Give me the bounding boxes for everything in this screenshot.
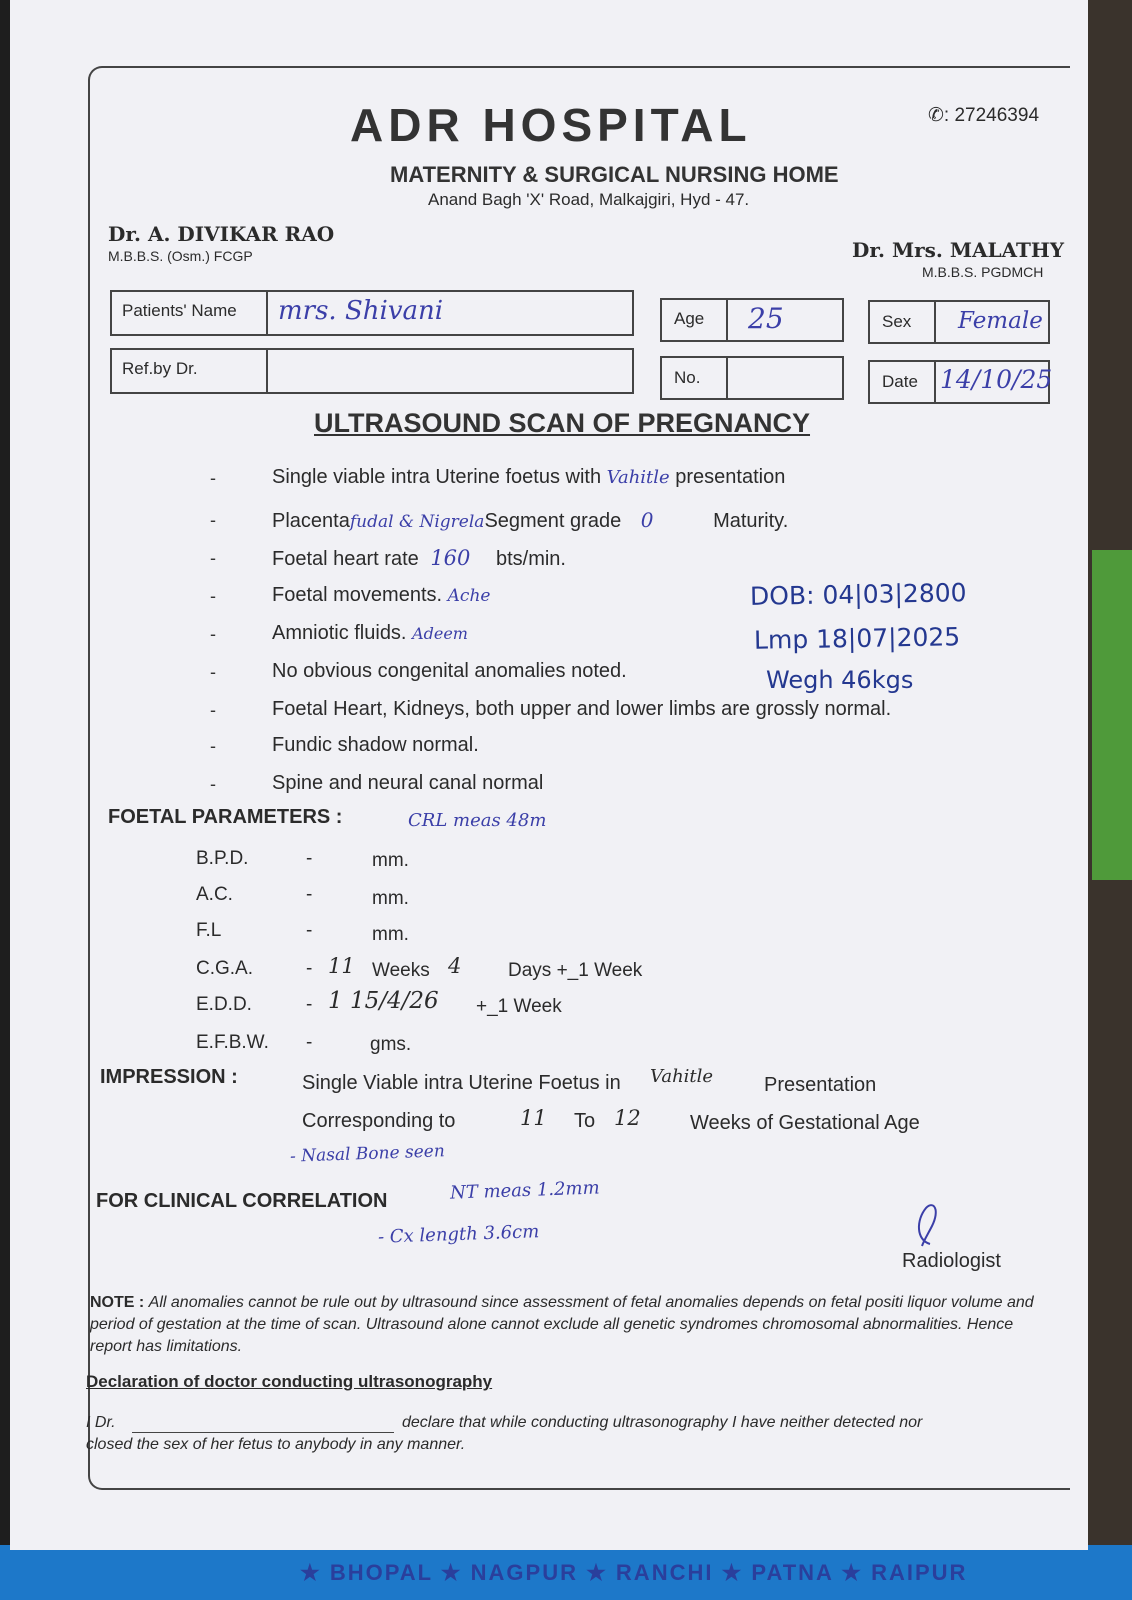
doctor-right-name: Dr. Mrs. MALATHY — [852, 238, 1065, 262]
param-value2: 4 — [448, 954, 462, 978]
finding-presentation — [272, 466, 785, 489]
note-bold: NOTE : — [90, 1294, 149, 1311]
radiologist-signature — [910, 1200, 950, 1250]
finding-fundic: Fundic shadow normal. — [272, 734, 479, 756]
hospital-address: Anand Bagh 'X' Road, Malkajgiri, Hyd - 47. — [428, 190, 750, 209]
finding-hand: 160 — [430, 546, 471, 570]
param-label: B.P.D. — [196, 848, 249, 869]
param-dash: - — [306, 1032, 313, 1053]
param-unit: mm. — [372, 850, 409, 871]
note-weight: Wegh 46kgs — [766, 666, 914, 694]
declaration-text: declare that while conducting ultrasonography I have neither detected nor — [402, 1414, 923, 1431]
clinical-note-cx: - Cx length 3.6cm — [377, 1221, 540, 1248]
finding-hand: fudal & Nigrela — [349, 512, 485, 532]
foetal-parameters-heading: FOETAL PARAMETERS : — [108, 806, 343, 828]
patient-name-label: Patients' Name — [122, 301, 237, 320]
finding-hand: Vahitle — [606, 467, 670, 488]
param-dash: - — [306, 958, 313, 979]
footer-cities: ★ BHOPAL ★ NAGPUR ★ RANCHI ★ PATNA ★ RAIPUR — [300, 1560, 968, 1585]
param-unit2: Days +_1 Week — [508, 960, 643, 981]
doctor-right-qual: M.B.B.S. PGDMCH — [922, 264, 1044, 280]
age-label: Age — [674, 309, 705, 328]
declaration-text2: closed the sex of her fetus to anybody in any manner. — [86, 1436, 466, 1453]
number-label: No. — [674, 368, 701, 387]
finding-text: Single viable intra Uterine foetus with — [272, 466, 602, 488]
sex-label: Sex — [882, 312, 912, 331]
clinical-note-nt: NT meas 1.2mm — [449, 1177, 600, 1204]
patient-name-value: mrs. Shivani — [278, 296, 444, 326]
param-unit: +_1 Week — [476, 996, 562, 1017]
clinical-label: FOR CLINICAL CORRELATION — [96, 1190, 388, 1212]
finding-text3: Maturity. — [713, 510, 789, 532]
param-label: E.D.D. — [196, 994, 252, 1015]
finding-spine: Spine and neural canal normal — [272, 772, 544, 794]
param-label: A.C. — [196, 884, 233, 905]
impression-hand-note: - Nasal Bone seen — [289, 1141, 446, 1167]
finding-placenta — [272, 508, 788, 533]
finding-dash: - — [210, 774, 216, 794]
declaration-prefix: I Dr. — [86, 1414, 116, 1431]
param-unit: mm. — [372, 888, 409, 909]
date-box[interactable] — [868, 360, 1053, 404]
declaration-heading: Declaration of doctor conducting ultrasonography — [86, 1372, 493, 1391]
ref-box[interactable] — [110, 348, 634, 394]
param-dash: - — [306, 994, 313, 1015]
param-label: E.F.B.W. — [196, 1032, 269, 1053]
age-value: 25 — [748, 302, 784, 335]
finding-text2: presentation — [675, 466, 786, 488]
report-sheet — [10, 0, 1088, 1550]
finding-hand: Ache — [447, 586, 491, 606]
finding-organs: Foetal Heart, Kidneys, both upper and lower limbs are grossly normal. — [272, 698, 892, 720]
param-value: 11 — [328, 954, 355, 978]
finding-amniotic — [272, 622, 468, 645]
param-dash: - — [306, 920, 313, 941]
param-unit: mm. — [372, 924, 409, 945]
finding-text: Foetal movements. — [272, 584, 443, 606]
note-lmp: Lmp 18|07|2025 — [753, 622, 961, 655]
radiologist-label: Radiologist — [902, 1250, 1001, 1272]
hospital-subtitle: MATERNITY & SURGICAL NURSING HOME — [390, 162, 839, 187]
finding-text: Placenta — [272, 510, 350, 532]
finding-text2: bts/min. — [495, 548, 566, 570]
patient-name-box[interactable] — [110, 290, 634, 336]
finding-movements — [272, 584, 490, 607]
finding-dash: - — [210, 510, 216, 530]
impression-label: IMPRESSION : — [100, 1066, 238, 1088]
note-dob: DOB: 04|03|2800 — [749, 578, 967, 611]
age-box[interactable] — [660, 298, 844, 342]
finding-dash: - — [210, 662, 216, 682]
finding-hand: Adeem — [412, 624, 468, 643]
report-title: ULTRASOUND SCAN OF PREGNANCY — [314, 408, 811, 438]
doctor-left-name: Dr. A. DIVIKAR RAO — [108, 222, 335, 246]
finding-dash: - — [210, 586, 216, 606]
param-label: C.G.A. — [196, 958, 254, 979]
hospital-phone: ✆: 27246394 — [928, 105, 1040, 126]
finding-dash: - — [210, 468, 216, 488]
impression-line1-b: Presentation — [764, 1074, 877, 1096]
impression-line1-hand: Vahitle — [650, 1066, 714, 1087]
impression-line1-a: Single Viable intra Uterine Foetus in — [302, 1072, 621, 1094]
declaration-doctor-blank[interactable] — [132, 1432, 394, 1433]
param-dash: - — [306, 848, 313, 869]
number-box[interactable] — [660, 356, 844, 400]
finding-dash: - — [210, 624, 216, 644]
date-value: 14/10/25 — [940, 365, 1053, 394]
ref-label: Ref.by Dr. — [122, 359, 198, 378]
date-label: Date — [882, 372, 918, 391]
background-green-card — [1092, 550, 1132, 880]
finding-hand2: 0 — [640, 508, 654, 532]
param-value: 1 15/4/26 — [328, 988, 439, 1014]
impression-line2-a: Corresponding to — [302, 1110, 456, 1132]
finding-text2: Segment grade — [484, 510, 622, 532]
param-unit: Weeks — [372, 960, 430, 981]
finding-text: Amniotic fluids. — [272, 622, 407, 644]
impression-line2-h2: 12 — [614, 1106, 641, 1130]
doctor-left-qual: M.B.B.S. (Osm.) FCGP — [108, 248, 253, 264]
sex-box[interactable] — [868, 300, 1050, 344]
param-dash: - — [306, 884, 313, 905]
crl-note: CRL meas 48m — [408, 810, 547, 831]
note-text: All anomalies cannot be rule out by ultrasound since assessment of fetal anomalies depends on fetal positi liquor volume and period of gestation at the time of scan. Ultrasound alone cannot exclude all genetic syndromes chromosomal abnormalities. Hence report has limitations. — [90, 1294, 1034, 1355]
finding-dash: - — [210, 700, 216, 720]
hospital-name: ADR HOSPITAL — [350, 99, 752, 151]
finding-text: Foetal heart rate — [272, 548, 419, 570]
impression-line2-h1: 11 — [520, 1106, 547, 1130]
impression-line2-to: To — [574, 1110, 596, 1132]
note-paragraph — [90, 1292, 1036, 1358]
finding-heart-rate — [272, 546, 566, 571]
sex-value: Female — [958, 308, 1043, 334]
finding-dash: - — [210, 548, 216, 568]
param-label: F.L — [196, 920, 222, 941]
finding-anomalies: No obvious congenital anomalies noted. — [272, 660, 627, 682]
finding-dash: - — [210, 736, 216, 756]
param-unit: gms. — [370, 1034, 412, 1055]
impression-line2-b: Weeks of Gestational Age — [690, 1112, 920, 1134]
